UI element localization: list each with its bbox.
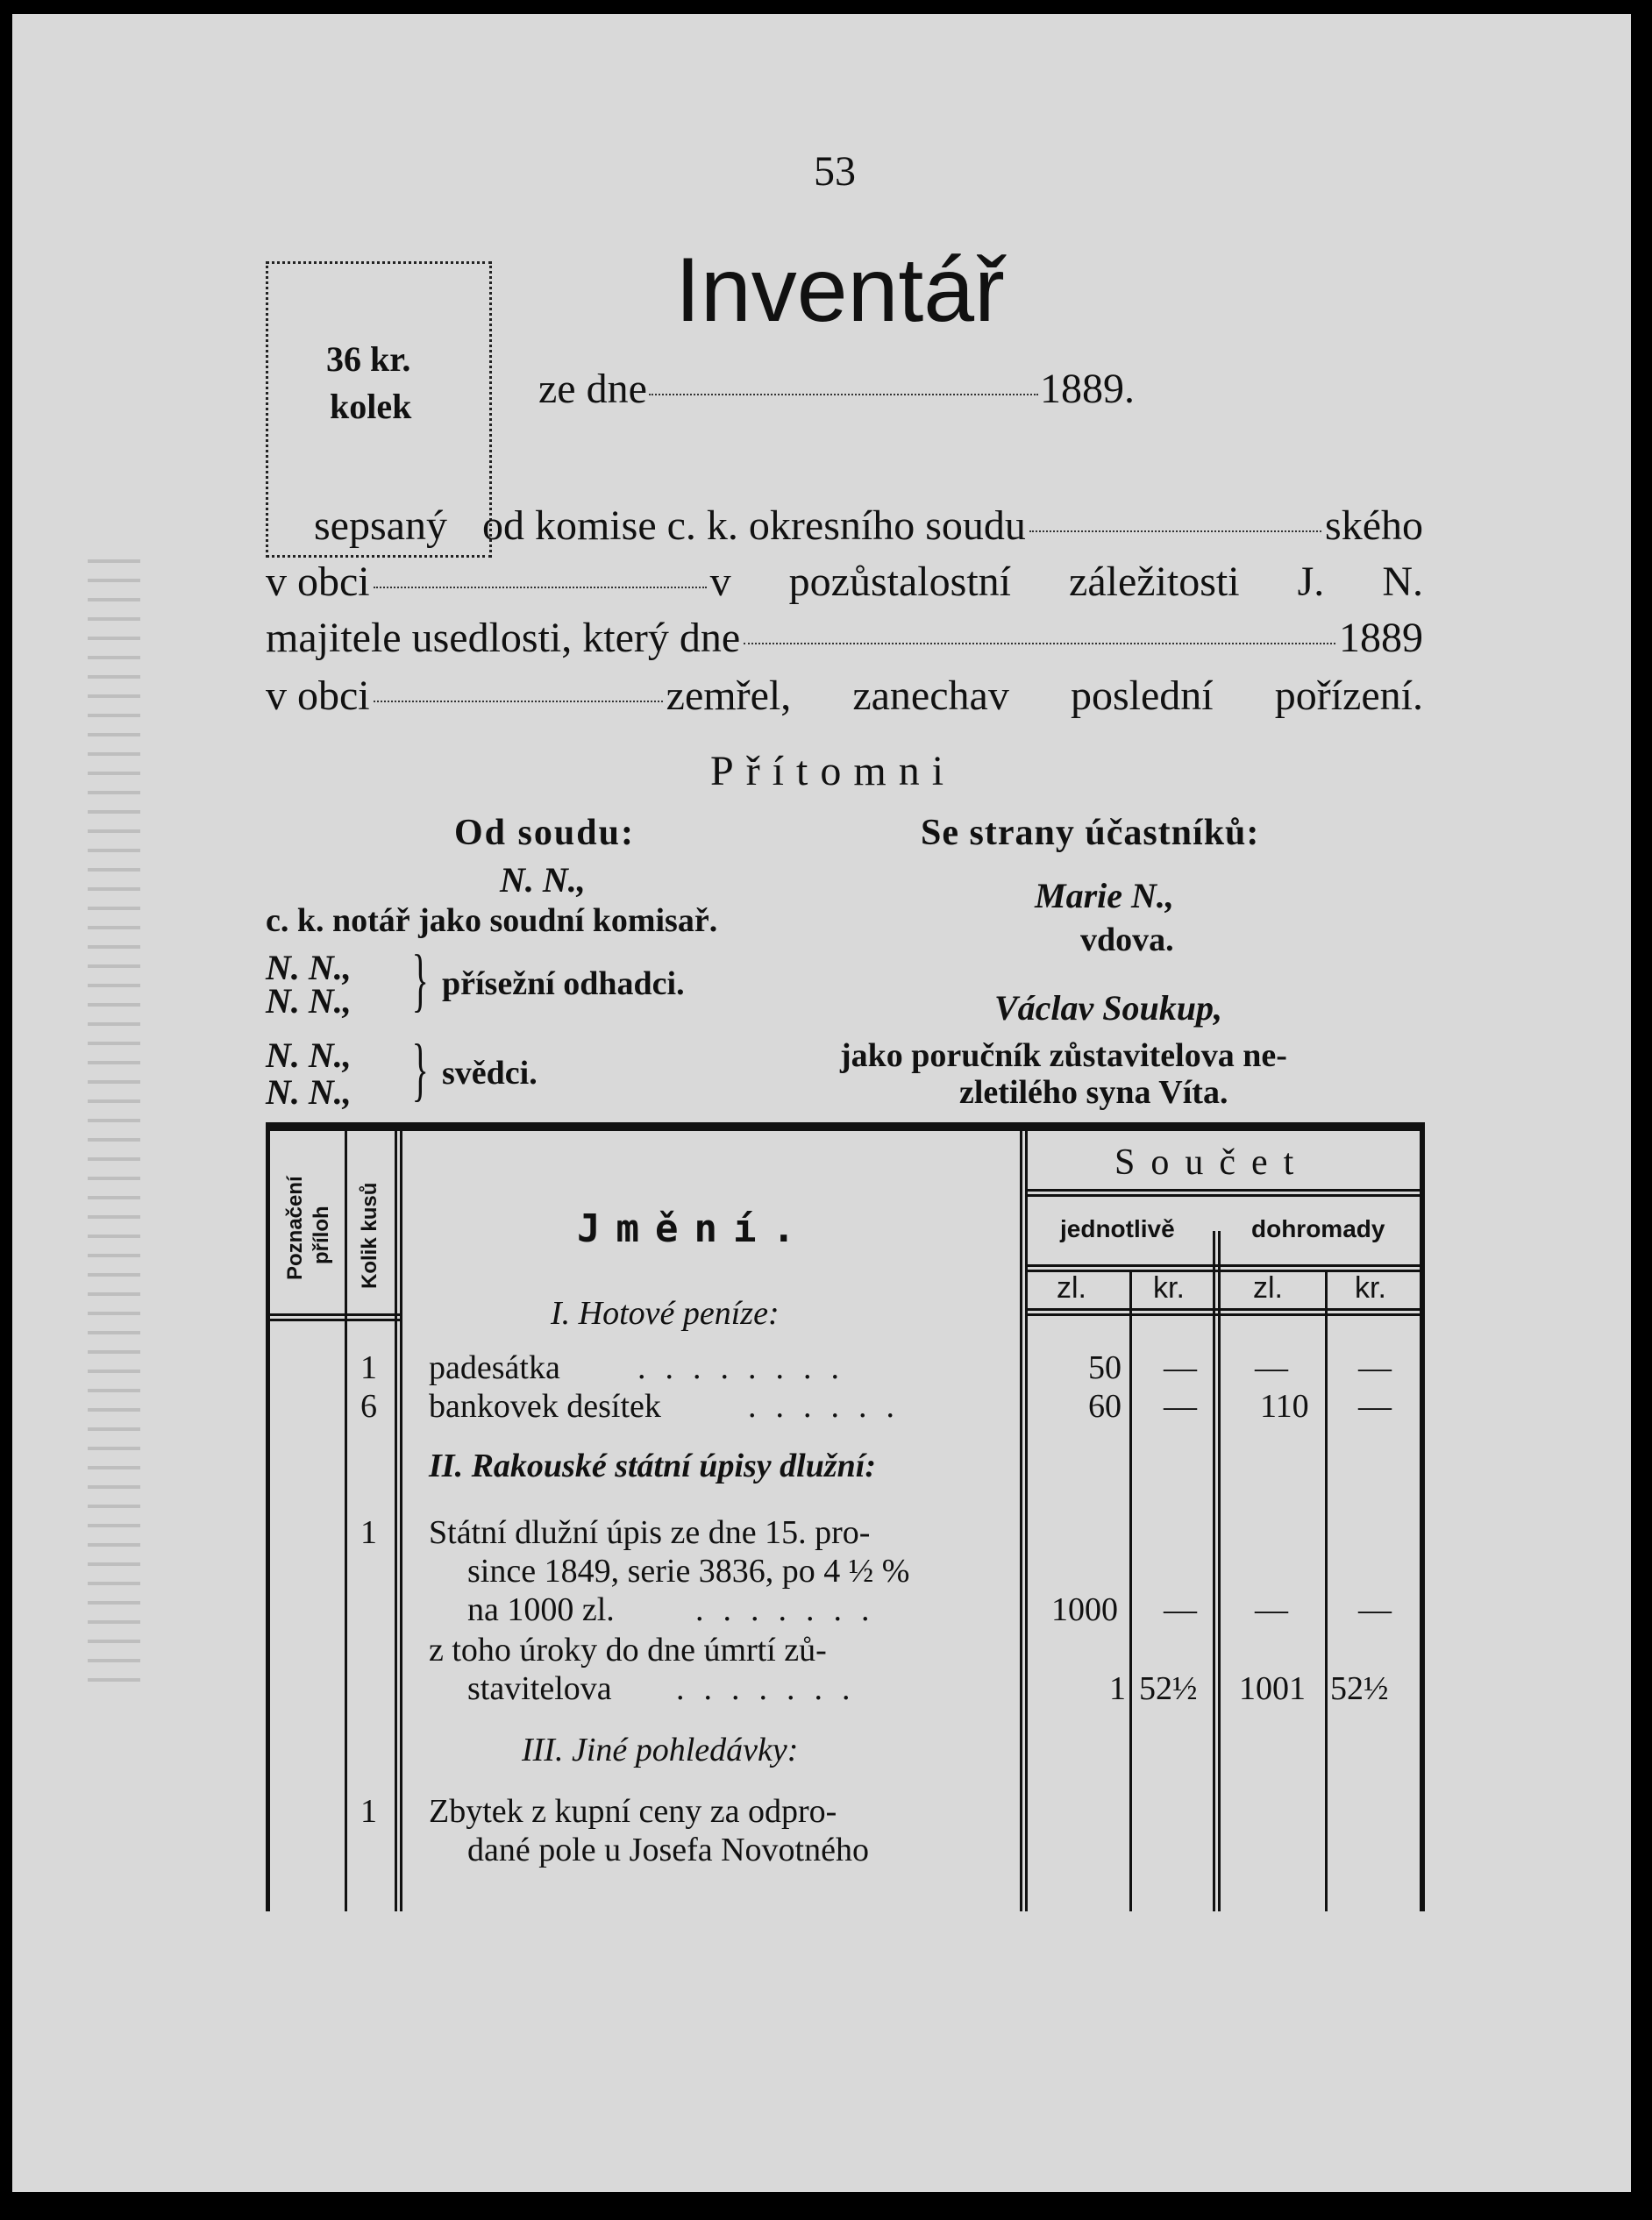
stamp-label: kolek	[330, 387, 412, 426]
col-count: Kolik kusů	[358, 1182, 381, 1289]
row-tot-zl: 1001	[1239, 1670, 1306, 1707]
col-individual: jednotlivě	[1060, 1215, 1175, 1242]
intro-died: zemřel, zanechav poslední pořízení.	[666, 672, 1423, 719]
row-description-line2: dané pole u Josefa Novotného	[467, 1832, 869, 1868]
binding-gutter	[88, 544, 140, 1683]
row-leader: .......	[695, 1591, 889, 1628]
appraisers-role: přísežní odhadci.	[442, 965, 685, 1002]
witnesses-role: svědci.	[442, 1055, 538, 1092]
appraisers-brace: }	[411, 942, 429, 1019]
intro-owner: majitele usedlosti, který dne	[266, 615, 741, 661]
appraiser-2: N. N.,	[266, 981, 352, 1021]
parties-heading: Se strany účastníků:	[921, 813, 1260, 853]
row-description-line3: na 1000 zl.	[467, 1591, 615, 1628]
row-description: bankovek desítek	[429, 1388, 661, 1425]
party-2-name: Václav Soukup,	[994, 988, 1223, 1028]
row-tot-kr: —	[1358, 1388, 1392, 1425]
witnesses-brace: }	[411, 1031, 429, 1108]
court-notary-name: N. N.,	[500, 860, 586, 900]
section-heading: II. Rakouské státní úpisy dlužní:	[429, 1448, 876, 1484]
row-ind-zl: 1000	[1051, 1591, 1118, 1628]
appraiser-1: N. N.,	[266, 948, 352, 987]
intro-death-year: 1889	[1339, 615, 1423, 661]
col-ind-kr: kr.	[1153, 1271, 1185, 1305]
intro-commission: od komise c. k. okresního soudu	[481, 502, 1026, 549]
intro-court-suffix: ského	[1325, 502, 1423, 549]
scan-border-top	[0, 0, 1652, 14]
col-tot-kr: kr.	[1355, 1271, 1386, 1305]
row-count: 6	[360, 1388, 377, 1425]
court-notary-role: c. k. notář jako soudní komisař.	[266, 902, 718, 939]
row-description-line2: stavitelova	[467, 1670, 612, 1707]
row-tot-zl: —	[1255, 1591, 1288, 1628]
col-property: Jmění.	[577, 1206, 811, 1251]
scan-border-bottom	[0, 2192, 1652, 2220]
intro-village: v obci	[266, 559, 370, 605]
row-ind-kr: 52½	[1139, 1670, 1198, 1707]
witness-1: N. N.,	[266, 1035, 352, 1075]
intro-village-2: v obci	[266, 672, 370, 719]
scan-border-right	[1631, 0, 1652, 2220]
row-tot-zl: 110	[1260, 1388, 1309, 1425]
row-leader: .......	[676, 1670, 870, 1707]
witness-2: N. N.,	[266, 1072, 352, 1112]
row-ind-kr: —	[1164, 1388, 1197, 1425]
row-ind-zl: 1	[1109, 1670, 1126, 1707]
row-tot-zl: —	[1255, 1349, 1288, 1386]
party-1-name: Marie N.,	[1035, 876, 1174, 915]
intro-sepsany: sepsaný	[314, 502, 447, 549]
party-2-role-2: zletilého syna Víta.	[959, 1074, 1228, 1111]
row-count: 1	[360, 1514, 377, 1551]
intro-line-4	[266, 672, 1423, 720]
present-heading: Přítomni	[710, 748, 957, 794]
party-2-role-1: jako poručník zůstavitelova ne-	[840, 1037, 1287, 1074]
col-ind-zl: zl.	[1057, 1271, 1086, 1305]
page-number: 53	[814, 148, 856, 195]
section-heading: I. Hotové peníze:	[551, 1295, 780, 1332]
row-ind-zl: 60	[1088, 1388, 1122, 1425]
row-leader: ........	[637, 1349, 858, 1386]
intro-line-2	[266, 558, 1423, 606]
intro-estate: v pozůstalostní záležitosti J. N.	[709, 559, 1423, 605]
intro-line-1	[266, 502, 1423, 550]
row-count: 1	[360, 1349, 377, 1386]
inventory-table	[266, 1122, 1425, 1911]
intro-line-3	[266, 614, 1423, 662]
row-tot-kr: —	[1358, 1591, 1392, 1628]
date-prefix: ze dne	[538, 366, 647, 412]
col-combined: dohromady	[1251, 1215, 1385, 1242]
row-leader: ......	[748, 1388, 914, 1425]
row-description-line2: since 1849, serie 3836, po 4 ½ %	[467, 1553, 910, 1590]
row-description: padesátka	[429, 1349, 560, 1386]
court-heading: Od soudu:	[454, 813, 635, 853]
row-ind-zl: 50	[1088, 1349, 1122, 1386]
date-year: 1889.	[1040, 366, 1135, 412]
row-description-line1: Státní dlužní úpis ze dne 15. pro-	[429, 1514, 871, 1551]
row-count: 1	[360, 1793, 377, 1830]
row-description-line1: Zbytek z kupní ceny za odpro-	[429, 1793, 837, 1830]
row-description-line1: z toho úroky do dne úmrtí zů-	[429, 1632, 827, 1669]
row-tot-kr: —	[1358, 1349, 1392, 1386]
col-attachments-line1: Poznačení	[283, 1176, 307, 1280]
row-tot-kr: 52½	[1330, 1670, 1389, 1707]
stamp-amount: 36 kr.	[326, 339, 411, 379]
col-attachments-line2: příloh	[310, 1206, 333, 1264]
row-ind-kr: —	[1164, 1591, 1197, 1628]
section-heading: III. Jiné pohledávky:	[522, 1732, 799, 1768]
col-total: Součet	[1114, 1142, 1310, 1183]
col-tot-zl: zl.	[1253, 1271, 1283, 1305]
row-ind-kr: —	[1164, 1349, 1197, 1386]
scan-border-left	[0, 0, 12, 2220]
party-1-role: vdova.	[1080, 921, 1174, 958]
date-line	[538, 365, 1135, 413]
page-title: Inventář	[675, 239, 1005, 341]
